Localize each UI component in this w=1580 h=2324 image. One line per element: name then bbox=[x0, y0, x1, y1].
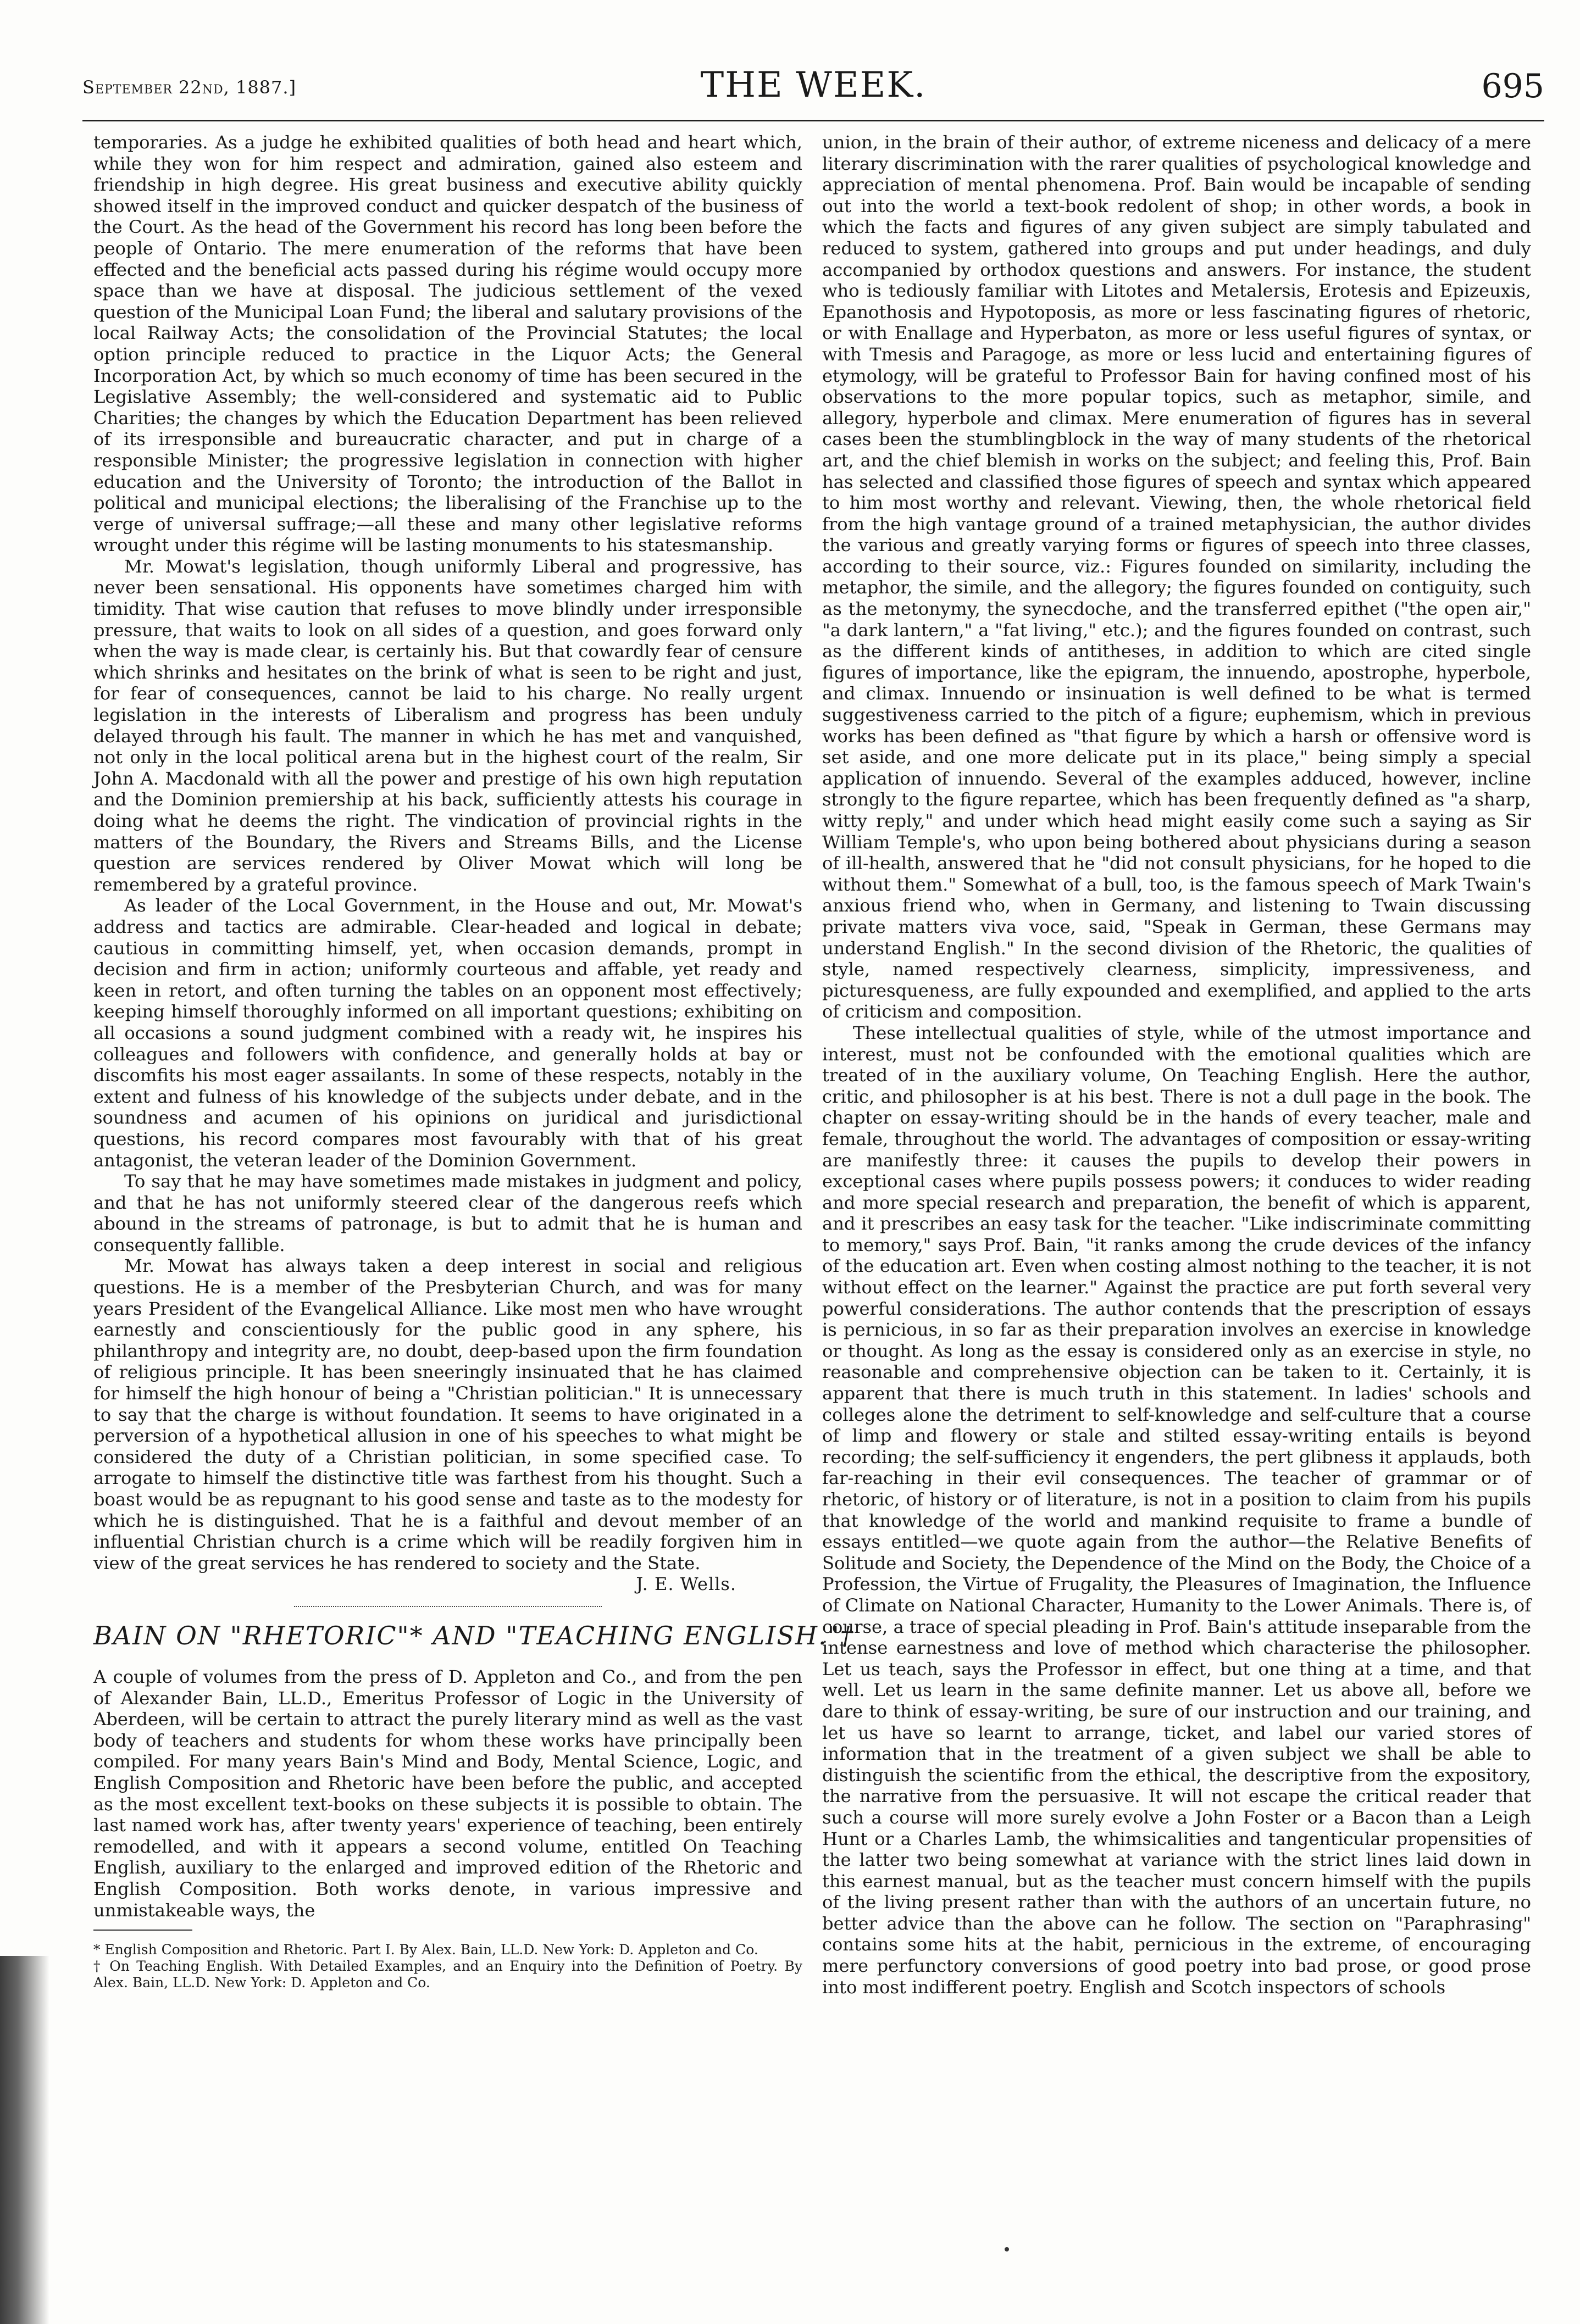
paragraph: temporaries. As a judge he exhibited qualities of both head and heart which, while they won for him respect and admiration, gained also esteem and friendship in high degree. His great business and executive ability quickly showed itself in the improved conduct and quicker despatch of the business of the Court. As the head of the Government his record has long been before the people of Ontario. The mere enumeration of the reforms that have been effected and the beneficial acts passed during his régime would occupy more space than we have at disposal. The judicious settlement of the vexed question of the Municipal Loan Fund; the liberal and salutary provisions of the local Railway Acts; the consolidation of the Provincial Statutes; the local option principle reduced to practice in the Liquor Acts; the General Incorporation Act, by which so much economy of time has been secured in the Legislative Assembly; the well-considered and systematic aid to Public Charities; the changes by which the Education Department has been relieved of its irresponsible and bureaucratic character, and put in charge of a responsible Minister; the progressive legislation in connection with higher education and the University of Toronto; the introduction of the Ballot in political and municipal elections; the liberalising of the Franchise up to the verge of universal suffrage;—all these and many other legislative reforms wrought under this régime will be lasting monuments to his statesmanship. bbox=[93, 132, 802, 556]
paragraph: As leader of the Local Government, in the House and out, Mr. Mowat's address and tactics are admirable. Clear-headed and logical in debate; cautious in committing himself, yet, when occasion demands, prompt in decision and firm in action; uniformly courteous and affable, yet ready and keen in retort, and often turning the tables on an opponent most effectively; keeping himself thoroughly informed on all important questions; exhibiting on all occasions a sound judgment combined with a ready wit, he inspires his colleagues and followers with confidence, and generally holds at bay or discomfits his most eager assailants. In some of these respects, notably in the extent and fulness of his knowledge of the subjects under debate, and in the soundness and acumen of his opinions on juridical and jurisdictional questions, his record compares most favourably with that of his great antagonist, the veteran leader of the Dominion Government. bbox=[93, 895, 802, 1171]
footnote: † On Teaching English. With Detailed Examples, and an Enquiry into the Definition of Poetry. By Alex. Bain, LL.D. New York: D. Appleton and Co. bbox=[93, 1958, 802, 1991]
section-divider bbox=[294, 1606, 602, 1607]
paragraph: These intellectual qualities of style, while of the utmost importance and interest, must not be confounded with the emotional qualities which are treated of in the auxiliary volume, On Teaching English. Here the author, critic, and philosopher is at his best. There is not a dull page in the book. The chapter on essay-writing should be in the hands of every teacher, male and female, throughout the world. The advantages of composition or essay-writing are manifestly three: it causes the pupils to develop their powers in exceptional cases where pupils possess powers; it conduces to wider reading and more special research and preparation, the benefit of which is apparent, and it prescribes an easy task for the teacher. "Like indiscriminate committing to memory," says Prof. Bain, "it ranks among the crude devices of the infancy of the education art. Even when costing almost nothing to the teacher, it is not without effect on the learner." Against the practice are put forth several very powerful considerations. The author contends that the prescription of essays is pernicious, in so far as their preparation involves an exercise in knowledge or thought. As long as the essay is considered only as an exercise in style, no reasonable and comprehensive objection can be taken to it. Certainly, it is apparent that there is much truth in this statement. In ladies' schools and colleges alone the detriment to self-knowledge and self-culture that a course of limp and flowery or stale and stilted essay-writing entails is beyond recording; the self-sufficiency it engenders, the pert glibness it applauds, both far-reaching in their evil consequences. The teacher of grammar or of rhetoric, of history or of literature, is not in a position to claim from his pupils that knowledge of the world and mankind requisite to frame a bundle of essays entitled—we quote again from the author—the Relative Benefits of Solitude and Society, the Dependence of the Mind on the Body, the Choice of a Profession, the Virtue of Frugality, the Pleasures of Imagination, the Influence of Climate on National Character, Humanity to the Lower Animals. There is, of course, a trace of special pleading in Prof. Bain's attitude inseparable from the intense earnestness and love of method which characterise the philosopher. Let us teach, says the Professor in effect, but one thing at a time, and that well. Let us learn in the same definite manner. Let us above all, before we dare to think of essay-writing, be sure of our instruction and our training, and let us have so learnt to arrange, ticket, and label our varied stores of information that in the treatment of a given subject we shall be able to distinguish the scientific from the ethical, the descriptive from the expository, the narrative from the persuasive. It will not escape the critical reader that such a course will more surely evolve a John Foster or a Bacon than a Leigh Hunt or a Charles Lamb, the whimsicalities and tangenticular propensities of the latter two being somewhat at variance with the strict lines laid down in this earnest manual, but as the teacher must concern himself with the pupils of the living present rather than with the authors of an uncertain future, no better advice than the above can he follow. The section on "Paraphrasing" contains some hits at the habit, pernicious in the extreme, of encouraging mere perfunctory conversions of good poetry into bad prose, or good prose into most indifferent poetry. English and Scotch inspectors of schools bbox=[822, 1022, 1531, 1998]
binding-shadow bbox=[0, 1956, 49, 2324]
paragraph: union, in the brain of their author, of extreme niceness and delicacy of a mere literary discrimination with the rarer qualities of psychological knowledge and appreciation of mental phenomena. Prof. Bain would be incapable of sending out into the world a text-book redolent of shop; in other words, a book in which the facts and figures of any given subject are simply tabulated and reduced to system, gathered into groups and put under headings, and duly accompanied by orthodox questions and answers. For instance, the student who is tediously familiar with Litotes and Metalersis, Erotesis and Epizeuxis, Epanothosis and Hypotoposis, as more or less fascinating figures of rhetoric, or with Enallage and Hyperbaton, as more or less useful figures of syntax, or with Tmesis and Paragoge, as more or less lucid and entertaining figures of etymology, will be grateful to Professor Bain for having confined most of his observations to the more popular topics, such as metaphor, simile, and allegory, hyperbole and climax. Mere enumeration of figures has in several cases been the stumblingblock in the way of many students of the rhetorical art, and the chief blemish in works on the subject; and feeling this, Prof. Bain has selected and classified those figures of speech and syntax which appeared to him most worthy and relevant. Viewing, then, the whole rhetorical field from the high vantage ground of a trained metaphysician, the author divides the various and greatly varying forms or figures of speech into three classes, according to their source, viz.: Figures founded on similarity, including the metaphor, the simile, and the allegory; the figures founded on contiguity, such as the metonymy, the synecdoche, and the transferred epithet ("the open air," "a dark lantern," a "fat living," etc.); and the figures founded on contrast, such as the different kinds of antitheses, in addition to which are cited single figures of importance, like the epigram, the innuendo, apostrophe, hyperbole, and climax. Innuendo or insinuation is well defined to be what is termed suggestiveness carried to the pitch of a figure; euphemism, which in previous works has been defined as "that figure by which a harsh or offensive word is set aside, and one more delicate put in its place," being simply a special application of innuendo. Several of the examples adduced, however, incline strongly to the figure repartee, which has been frequently defined as "a sharp, witty reply," and under which head might easily come such a saying as Sir William Temple's, who upon being bothered about physicians during a season of ill-health, answered that he "did not consult physicians, for he hoped to die without them." Somewhat of a bull, too, is the famous speech of Mark Twain's anxious friend who, when in Germany, and listening to Twain discussing private matters viva voce, said, "Speak in German, these Germans may understand English." In the second division of the Rhetoric, the qualities of style, named respectively clearness, simplicity, impressiveness, and picturesqueness, are fully expounded and exemplified, and applied to the arts of criticism and composition. bbox=[822, 132, 1531, 1022]
author-signature: J. E. Wells. bbox=[636, 1574, 736, 1595]
publication-title: THE WEEK. bbox=[700, 65, 927, 105]
page-number: 695 bbox=[1481, 67, 1544, 105]
masthead bbox=[82, 65, 1544, 114]
paragraph: To say that he may have sometimes made mistakes in judgment and policy, and that he has not uniformly steered clear of the dangerous reefs which abound in the streams of patronage, is but to admit that he is human and consequently fallible. bbox=[93, 1171, 802, 1255]
left-column bbox=[93, 132, 854, 2121]
printer-mark bbox=[1005, 2247, 1009, 2251]
paragraph: Mr. Mowat has always taken a deep interest in social and religious questions. He is a member of the Presbyterian Church, and was for many years President of the Evangelical Alliance. Like most men who have wrought earnestly and conscientiously for the public good in any sphere, his philanthropy and integrity are, no doubt, deep-based upon the firm foundation of religious principle. It has been sneeringly insinuated that he has claimed for himself the high honour of being a "Christian politician." It is unnecessary to say that the charge is without foundation. It seems to have originated in a perversion of a hypothetical allusion in one of his speeches to what might be considered the duty of a Christian politician, in some specified case. To arrogate to himself the distinctive title was farthest from his thought. Such a boast would be as repugnant to his good sense and taste as to the modesty for which he is distinguished. That he is a faithful and devout member of an influential Christian church is a crime which will be readily forgiven him in view of the great services he has rendered to society and the State. bbox=[93, 1255, 802, 1574]
issue-date: September 22nd, 1887.] bbox=[82, 77, 297, 98]
right-column bbox=[822, 132, 1531, 2121]
article-headline: BAIN ON "RHETORIC"* AND "TEACHING ENGLISH."† bbox=[93, 1620, 854, 1650]
paragraph: Mr. Mowat's legislation, though uniformly Liberal and progressive, has never been sensational. His opponents have sometimes charged him with timidity. That wise caution that refuses to move blindly under irresponsible pressure, that waits to look on all sides of a question, and goes forward only when the way is made clear, is certainly his. But that cowardly fear of censure which shrinks and hesitates on the brink of what is seen to be right and just, for fear of consequences, cannot be laid to his charge. No really urgent legislation in the interests of Liberalism and progress has been unduly delayed through his fault. The manner in which he has met and vanquished, not only in the local political arena but in the highest court of the realm, Sir John A. Macdonald with all the power and prestige of his own high reputation and the Dominion premiership at his back, sufficiently attests his courage in doing what he deems the right. The vindication of provincial rights in the matters of the Boundary, the Rivers and Streams Bills, and the License question are services rendered by Oliver Mowat which will long be remembered by a grateful province. bbox=[93, 555, 802, 895]
paragraph: A couple of volumes from the press of D. Appleton and Co., and from the pen of Alexander Bain, LL.D., Emeritus Professor of Logic in the University of Aberdeen, will be certain to attract the purely literary mind as well as the vast body of teachers and students for whom these works have principally been compiled. For many years Bain's Mind and Body, Mental Science, Logic, and English Composition and Rhetoric have been before the public, and accepted as the most excellent text-books on these subjects it is possible to obtain. The last named work has, after twenty years' experience of teaching, been entirely remodelled, and with it appears a second volume, entitled On Teaching English, auxiliary to the enlarged and improved edition of the Rhetoric and English Composition. Both works denote, in various impressive and unmistakeable ways, the bbox=[93, 1666, 802, 1921]
footnote-rule bbox=[93, 1930, 192, 1931]
footnote: * English Composition and Rhetoric. Part I. By Alex. Bain, LL.D. New York: D. Appleton and Co. bbox=[93, 1942, 758, 1958]
masthead-rule bbox=[82, 120, 1544, 121]
